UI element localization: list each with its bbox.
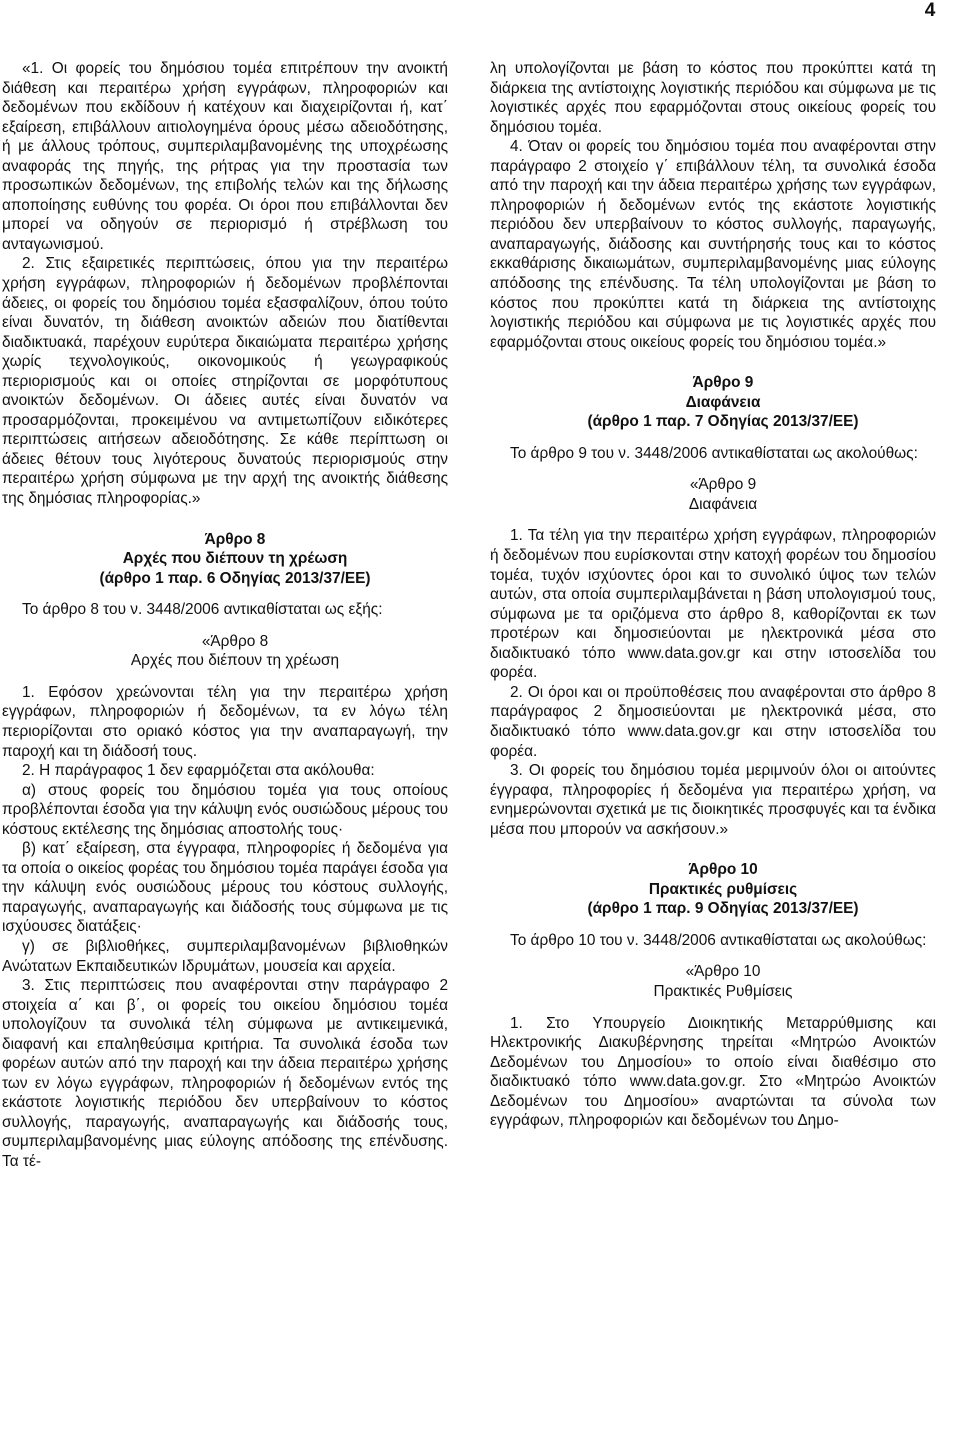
article-9-intro: Το άρθρο 9 του ν. 3448/2006 αντικαθίσταται ως ακολούθως: bbox=[510, 444, 918, 462]
paragraph: 4. Όταν οι φορείς του δημόσιου τομέα που αναφέρονται στην παράγραφο 2 στοιχείο γ΄ επιβάλλουν τέλη, τα συνολικά έσοδα από την παροχή και την άδεια περαιτέρω χρήσης των εγγράφων, πληροφοριών ή δεδομένων εντός της εκάστοτε λογιστικής περιόδου δεν υπερβαίνουν το κόστος συλλογής, παραγωγής, αναπαραγωγής, διάδοσης και συντήρησής τους και το κόστος εκκαθάρισης δικαιωμάτων, συμπεριλαμβανομένης μιας εύλογης απόδοσης της επένδυσης. Τα τέλη υπολογίζονται με βάση το κόστος που προκύπτει κατά τη διάρκεια της αντίστοιχης λογιστικής περιόδου και σύμφωνα με τις λογιστικές αρχές που εφαρμόζονται στους οικείους φορείς του δημόσιου τομέα.» bbox=[490, 138, 936, 351]
paragraph: 2. Οι όροι και οι προϋποθέσεις που αναφέρονται στο άρθρο 8 παράγραφος 2 δημοσιεύονται με ηλεκτρονικά μέσα, στο διαδικτυακό τόπο www.data.gov.gr και στην ιστοσελίδα του φορέα. bbox=[490, 683, 936, 760]
article-9-name: Διαφάνεια bbox=[685, 393, 761, 411]
article-8-source: (άρθρο 1 παρ. 6 Οδηγίας 2013/37/ΕΕ) bbox=[99, 569, 371, 587]
article-8-intro: Το άρθρο 8 του ν. 3448/2006 αντικαθίσταται ως εξής: bbox=[22, 601, 383, 619]
left-column bbox=[2, 59, 448, 1172]
article-8-quote-title: «Άρθρο 8 bbox=[201, 632, 269, 650]
article-10-name: Πρακτικές ρυθμίσεις bbox=[648, 880, 798, 898]
page-number: 4 bbox=[924, 0, 936, 21]
article-10-source: (άρθρο 1 παρ. 9 Οδηγίας 2013/37/ΕΕ) bbox=[587, 900, 859, 918]
paragraph: 2. Στις εξαιρετικές περιπτώσεις, όπου για την περαιτέρω χρήση εγγράφων, πληροφοριών ή δεδομένων προβλέπονται άδειες, οι φορείς του δημόσιου τομέα εξασφαλίζουν, όπου τούτο είναι δυνατόν, τη διάθεση ανοικτών αδειών που διατίθενται διαδικτυακά, παρέχουν ευρύτερα δικαιώματα περαιτέρω χρήσης χωρίς τεχνολογικούς, οικονομικούς ή γεωγραφικούς περιορισμούς και οι οποίες στηρίζονται σε μορφότυπους ανοικτών δεδομένων. Οι άδειες αυτές είναι δυνατόν να προσαρμόζονται, προκειμένου να αντιμετωπίζουν ειδικότερες περιπτώσεις αιτήσεων αδειοδότησης. Σε κάθε περίπτωση οι άδειες θέτουν τους λιγότερους δυνατούς περιορισμούς στην περαιτέρω χρήση σύμφωνα με την αρχή της ανοικτής διάθεσης της δημόσιας πληροφορίας.» bbox=[2, 255, 448, 508]
paragraph: β) κατ΄ εξαίρεση, στα έγγραφα, πληροφορίες ή δεδομένα για τα οποία ο οικείος φορέας του δημόσιου τομέα παράγει έσοδα για την κάλυψη ενός ουσιώδους μέρους του κόστους συλλογής, παραγωγής, αναπαραγωγής και διάδοσής τους σύμφωνα με τις ισχύουσες διατάξεις· bbox=[2, 840, 448, 936]
article-10-quote-name: Πρακτικές Ρυθμίσεις bbox=[653, 982, 793, 1000]
paragraph: 2. Η παράγραφος 1 δεν εφαρμόζεται στα ακόλουθα: bbox=[22, 762, 375, 780]
paragraph: 1. Τα τέλη για την περαιτέρω χρήση εγγράφων, πληροφοριών ή δεδομένων που ευρίσκονται στην κατοχή φορέων του δημοσίου τομέα, τυχόν ισχύοντες όροι και το συνολικό ύψος των τελών αυτών, στα οποία συμπεριλαμβάνεται η βάση υπολογισμού τους, σύμφωνα με τα οριζόμενα στο άρθρο 8, καθορίζονται εκ των προτέρων και δημοσιεύονται με ηλεκτρονικά μέσα στο διαδικτυακό τόπο www.data.gov.gr και στην ιστοσελίδα του φορέα. bbox=[490, 527, 936, 682]
paragraph: 3. Στις περιπτώσεις που αναφέρονται στην παράγραφο 2 στοιχεία α΄ και β΄, οι φορείς του οικείου δημόσιου τομέα υπολογίζουν τα συνολικά τέλη σύμφωνα με αντικειμενικά, διαφανή και επαληθεύσιμα κριτήρια. Τα συνολικά έσοδα των φορέων αυτών από την παροχή και την άδεια περαιτέρω χρήσης των εν λόγω εγγράφων, πληροφοριών ή δεδομένων εντός της εκάστοτε λογιστικής περιόδου δεν υπερβαίνουν το κόστος συλλογής, παραγωγής, αναπαραγωγής και διάδοσής τους, συμπεριλαμβανομένης μιας εύλογης απόδοσης της επένδυσης. Τα τέ- bbox=[2, 977, 448, 1170]
article-8-name: Αρχές που διέπουν τη χρέωση bbox=[122, 550, 348, 568]
article-10-intro: Το άρθρο 10 του ν. 3448/2006 αντικαθίσταται ως ακολούθως: bbox=[510, 931, 927, 949]
article-9-quote-title: «Άρθρο 9 bbox=[689, 476, 757, 494]
right-column bbox=[490, 59, 936, 1131]
paragraph: 1. Στο Υπουργείο Διοικητικής Μεταρρύθμισης και Ηλεκτρονικής Διακυβέρνησης τηρείται «Μητρώο Ανοικτών Δεδομένων του Δημοσίου» το οποίο είναι διαθέσιμο στο διαδικτυακό τόπο www.data.gov.gr. Στο «Μητρώο Ανοικτών Δεδομένων του Δημοσίου» αναρτώνται τα σύνολα των εγγράφων, πληροφοριών και δεδομένων του Δημο- bbox=[490, 1014, 936, 1130]
article-9-quote-name: Διαφάνεια bbox=[688, 495, 758, 513]
paragraph: γ) σε βιβλιοθήκες, συμπεριλαμβανομένων βιβλιοθηκών Ανώτατων Εκπαιδευτικών Ιδρυμάτων, μουσεία και αρχεία. bbox=[2, 937, 448, 975]
article-8-title: Άρθρο 8 bbox=[204, 530, 266, 548]
article-9-title: Άρθρο 9 bbox=[692, 374, 754, 392]
article-10-quote-title: «Άρθρο 10 bbox=[685, 963, 761, 981]
article-9-source: (άρθρο 1 παρ. 7 Οδηγίας 2013/37/ΕΕ) bbox=[587, 413, 859, 431]
paragraph: 3. Οι φορείς του δημόσιου τομέα μεριμνούν όλοι οι αιτούντες έγγραφα, πληροφορίες ή δεδομένα για περαιτέρω χρήση, να ενημερώνονται σχετικά με τις διοικητικές προσφυγές και τα ένδικα μέσα που μπορούν να ασκήσουν.» bbox=[490, 762, 936, 838]
paragraph: λη υπολογίζονται με βάση το κόστος που προκύπτει κατά τη διάρκεια της αντίστοιχης λογιστικής περιόδου και σύμφωνα με τις λογιστικές αρχές που εφαρμόζονται στους οικείους φορείς του δημόσιου τομέα. bbox=[490, 60, 936, 136]
article-8-quote-name: Αρχές που διέπουν τη χρέωση bbox=[130, 652, 340, 670]
article-10-title: Άρθρο 10 bbox=[688, 861, 758, 879]
paragraph: «1. Οι φορείς του δημόσιου τομέα επιτρέπουν την ανοικτή διάθεση και περαιτέρω χρήση εγγράφων, πληροφοριών και δεδομένων που εκδίδουν ή κατέχουν και διαχειρίζονται ή, κατ΄ εξαίρεση, επιβάλλουν αιτιολογημένα όρους μέσω αδειοδότησης, ή με άλλους τρόπους, συμπεριλαμβανομένης της υποχρέωσης αναφοράς της πηγής, της ρήτρας για την προστασία των προσωπικών δεδομένων, της επιβολής τελών και της δήλωσης αποποίησης ευθύνης του φορέα. Οι όροι που επιβάλλονται δεν μπορεί να οδηγούν σε περιορισμό ή στρέβλωση του ανταγωνισμού. bbox=[2, 60, 448, 253]
paragraph: 1. Εφόσον χρεώνονται τέλη για την περαιτέρω χρήση εγγράφων, πληροφοριών ή δεδομένων, τα εν λόγω τέλη περιορίζονται στο οριακό κόστος για την αναπαραγωγή, την παροχή και τη διάδοσή τους. bbox=[2, 683, 448, 760]
paragraph: α) στους φορείς του δημόσιου τομέα για τους οποίους προβλέπονται έσοδα για την κάλυψη ενός ουσιώδους μέρους του κόστους εκτέλεσης της δημόσιας αποστολής τους· bbox=[2, 781, 448, 838]
